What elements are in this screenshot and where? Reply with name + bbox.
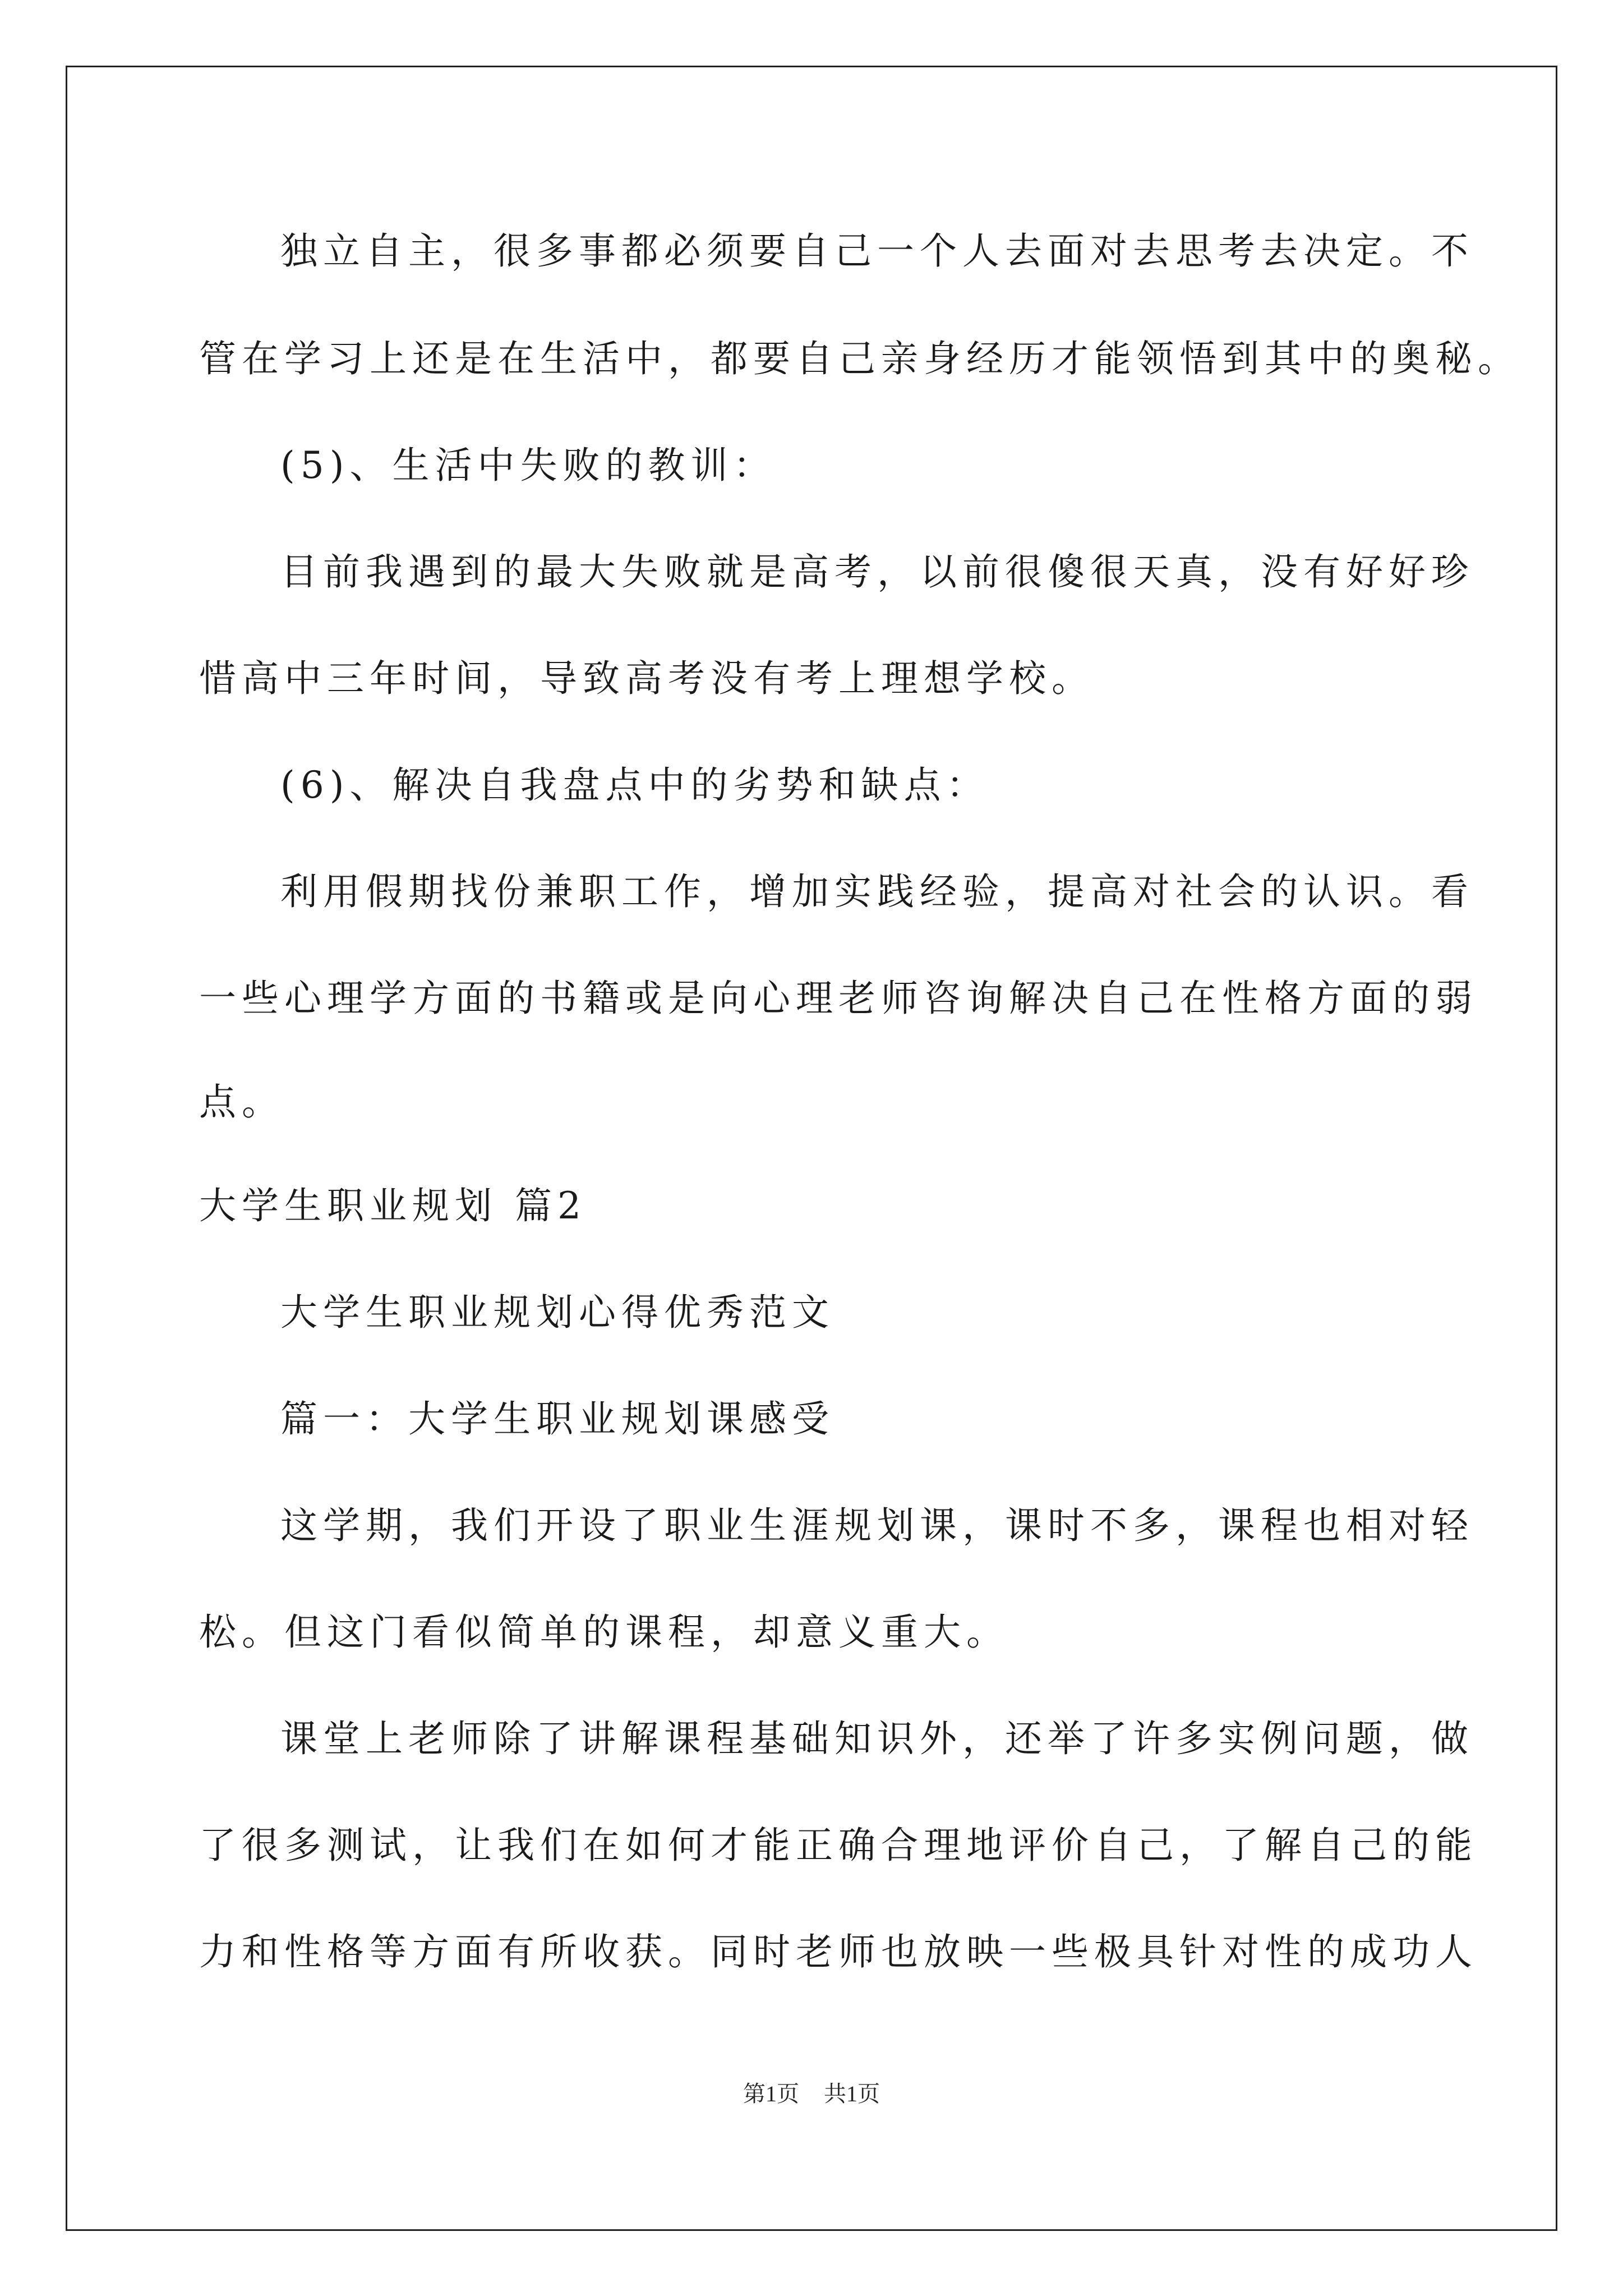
text-line: 课堂上老师除了讲解课程基础知识外，还举了许多实例问题，做 [280, 1717, 1474, 1760]
text-line: 目前我遇到的最大失败就是高考，以前很傻很天真，没有好好珍 [280, 550, 1474, 593]
subtitle: 大学生职业规划心得优秀范文 [280, 1291, 834, 1334]
text-line: 独立自主，很多事都必须要自己一个人去面对去思考去决定。不 [280, 229, 1474, 273]
text-line: 这学期，我们开设了职业生涯规划课，课时不多，课程也相对轻 [280, 1504, 1474, 1547]
article-title: 大学生职业规划 篇2 [199, 1184, 587, 1227]
section-heading: (5)、生活中失败的教训： [280, 444, 776, 487]
page-number: 第1页 [743, 2081, 799, 2106]
text-line: 一些心理学方面的书籍或是向心理老师咨询解决自己在性格方面的弱 [199, 977, 1478, 1020]
text-line: 点。 [199, 1080, 284, 1124]
page-total: 共1页 [824, 2081, 880, 2106]
page-footer [0, 2080, 1623, 2108]
text-line: 惜高中三年时间，导致高考没有考上理想学校。 [199, 657, 1094, 700]
subtitle: 篇一：大学生职业规划课感受 [280, 1397, 834, 1441]
text-line: 利用假期找份兼职工作，增加实践经验，提高对社会的认识。看 [280, 870, 1474, 913]
page-border [66, 66, 1557, 2231]
text-line: 力和性格等方面有所收获。同时老师也放映一些极具针对性的成功人 [199, 1930, 1478, 1973]
section-heading: (6)、解决自我盘点中的劣势和缺点： [280, 763, 989, 807]
text-line: 管在学习上还是在生活中，都要自己亲身经历才能领悟到其中的奥秘。 [199, 337, 1520, 380]
text-line: 松。但这门看似简单的课程，却意义重大。 [199, 1611, 1009, 1654]
text-line: 了很多测试，让我们在如何才能正确合理地评价自己，了解自己的能 [199, 1824, 1478, 1867]
